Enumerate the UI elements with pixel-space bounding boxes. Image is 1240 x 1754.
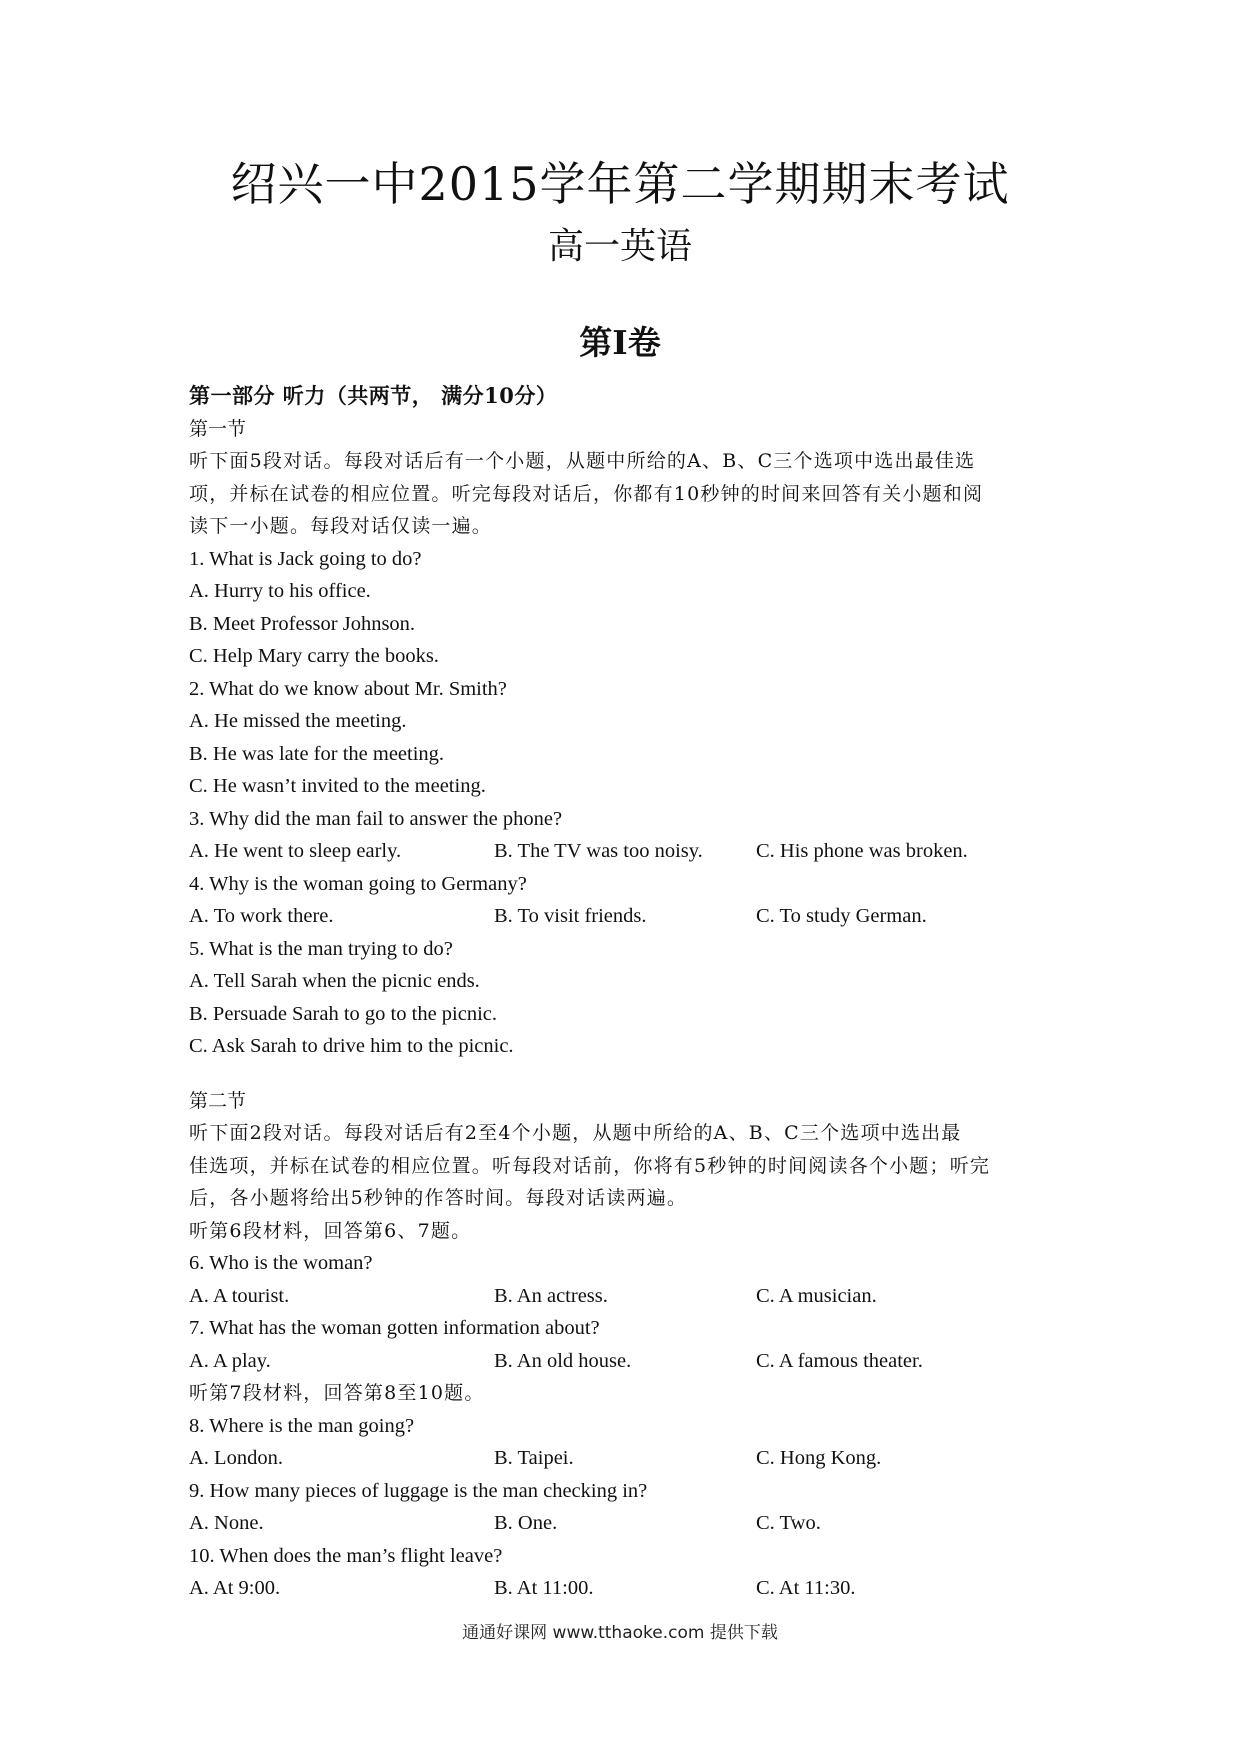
option-b: B. One. (494, 1512, 558, 1534)
instruction-line: 佳选项，并标在试卷的相应位置。听每段对话前，你将有5秒钟的时间阅读各个小题；听完 (189, 1154, 991, 1177)
option-c: C. Ask Sarah to drive him to the picnic. (189, 1035, 514, 1057)
option-a: A. London. (189, 1447, 283, 1469)
option-c: C. A famous theater. (756, 1349, 923, 1372)
option-b: B. An actress. (494, 1284, 608, 1307)
question-10: 10. When does the man’s flight leave? (189, 1544, 503, 1567)
material-note: 听第7段材料，回答第8至10题。 (189, 1382, 485, 1404)
option-b: B. Persuade Sarah to go to the picnic. (189, 1002, 498, 1025)
volume-heading: 第I卷 (579, 323, 661, 362)
option-b: B. At 11:00. (494, 1577, 594, 1599)
exam-content (189, 380, 1069, 1605)
options-row (189, 1345, 1069, 1378)
option-a: A. He missed the meeting. (189, 710, 407, 732)
option-a: A. He went to sleep early. (189, 840, 402, 862)
question-7: 7. What has the woman gotten information about? (189, 1317, 600, 1339)
option-c: C. Help Mary carry the books. (189, 645, 439, 667)
option-b: B. An old house. (494, 1349, 632, 1372)
exam-title: 绍兴一中2015学年第二学期期末考试 (230, 157, 1010, 211)
option-b: B. The TV was too noisy. (494, 840, 703, 862)
option-c: C. A musician. (756, 1284, 877, 1307)
option-b: B. He was late for the meeting. (189, 742, 445, 765)
option-c: C. His phone was broken. (756, 840, 968, 862)
option-a: A. At 9:00. (189, 1577, 281, 1599)
option-a: A. None. (189, 1512, 264, 1534)
options-row (189, 900, 1069, 933)
question-4: 4. Why is the woman going to Germany? (189, 872, 527, 895)
option-b: B. Taipei. (494, 1447, 574, 1469)
page-footer: 通通好课网 www.tthaoke.com 提供下载 (462, 1623, 778, 1643)
option-a: A. Hurry to his office. (189, 580, 371, 602)
instruction-line: 项，并标在试卷的相应位置。听完每段对话后，你都有10秒钟的时间来回答有关小题和阅 (189, 482, 984, 505)
question-2: 2. What do we know about Mr. Smith? (189, 677, 507, 700)
section-heading: 第二节 (189, 1089, 247, 1112)
question-5: 5. What is the man trying to do? (189, 937, 453, 960)
question-3: 3. Why did the man fail to answer the phone? (189, 807, 563, 830)
option-b: B. Meet Professor Johnson. (189, 612, 416, 635)
option-c: C. He wasn’t invited to the meeting. (189, 775, 486, 797)
options-row (189, 1572, 1069, 1605)
instruction-line: 听下面5段对话。每段对话后有一个小题，从题中所给的A、B、C三个选项中选出最佳选 (189, 450, 976, 472)
option-c: C. At 11:30. (756, 1577, 856, 1599)
options-row (189, 1507, 1069, 1540)
material-note: 听第6段材料，回答第6、7题。 (189, 1219, 472, 1242)
option-a: A. To work there. (189, 905, 334, 927)
spacer (189, 1063, 1069, 1085)
option-a: A. A tourist. (189, 1284, 290, 1307)
option-a: A. Tell Sarah when the picnic ends. (189, 970, 480, 992)
option-c: C. Hong Kong. (756, 1447, 882, 1469)
options-row (189, 835, 1069, 868)
option-c: C. To study German. (756, 905, 927, 927)
option-b: B. To visit friends. (494, 905, 647, 927)
section-heading: 第一节 (189, 417, 247, 440)
exam-subtitle: 高一英语 (547, 226, 692, 267)
option-c: C. Two. (756, 1512, 821, 1534)
question-1: 1. What is Jack going to do? (189, 547, 422, 570)
question-8: 8. Where is the man going? (189, 1414, 415, 1437)
options-row (189, 1280, 1069, 1313)
options-row (189, 1442, 1069, 1475)
question-6: 6. Who is the woman? (189, 1252, 373, 1274)
instruction-line: 读下一小题。每段对话仅读一遍。 (189, 515, 493, 537)
question-9: 9. How many pieces of luggage is the man checking in? (189, 1479, 648, 1502)
part-heading: 第一部分 听力（共两节， 满分10分） (189, 383, 558, 408)
instruction-line: 听下面2段对话。每段对话后有2至4个小题，从题中所给的A、B、C三个选项中选出最 (189, 1122, 962, 1144)
instruction-line: 后，各小题将给出5秒钟的作答时间。每段对话读两遍。 (189, 1187, 688, 1209)
option-a: A. A play. (189, 1349, 271, 1372)
